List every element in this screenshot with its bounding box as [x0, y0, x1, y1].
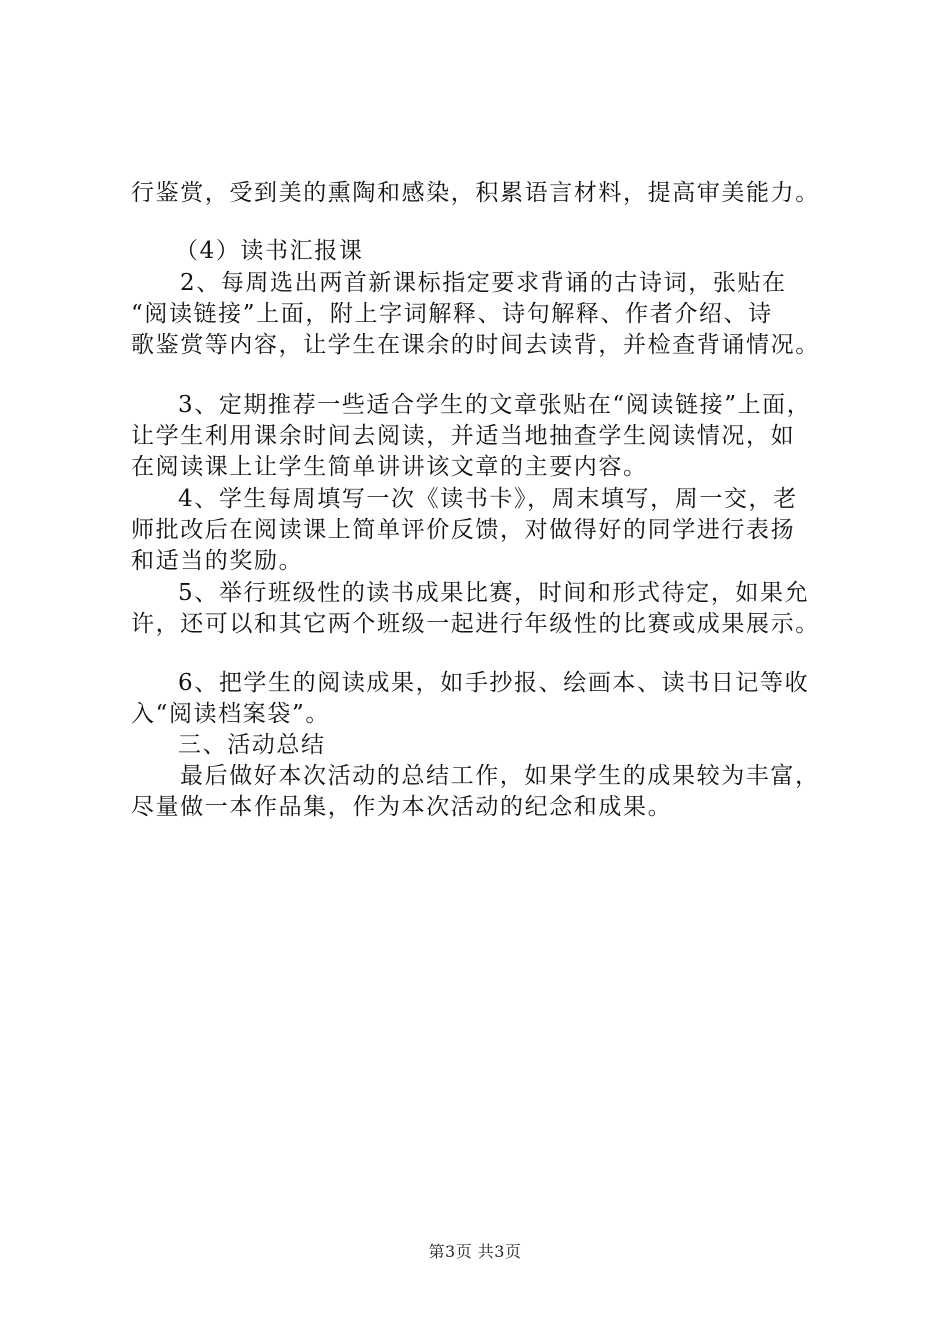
section-heading-summary: 三、活动总结	[178, 732, 326, 758]
paragraph-line: 3、定期推荐一些适合学生的文章张贴在“阅读链接”上面，	[178, 392, 812, 418]
paragraph-line: 2、每周选出两首新课标指定要求背诵的古诗词，张贴在	[180, 270, 787, 296]
paragraph-line: 入“阅读档案袋”。	[131, 701, 330, 727]
paragraph-line: 许，还可以和其它两个班级一起进行年级性的比赛或成果展示。	[131, 611, 820, 637]
page-number-footer: 第3页 共3页	[428, 1242, 522, 1261]
paragraph-line: 歌鉴赏等内容，让学生在课余的时间去读背，并检查背诵情况。	[131, 332, 820, 358]
paragraph-line: 和适当的奖励。	[131, 548, 304, 574]
paragraph-line: 让学生利用课余时间去阅读，并适当地抽查学生阅读情况，如	[131, 423, 796, 449]
paragraph-line: 6、把学生的阅读成果，如手抄报、绘画本、读书日记等收	[178, 670, 810, 696]
paragraph-line: 在阅读课上让学生简单讲讲该文章的主要内容。	[131, 454, 648, 480]
paragraph-line: “阅读链接”上面，附上字词解释、诗句解释、作者介绍、诗	[131, 301, 773, 327]
paragraph-line: 师批改后在阅读课上简单评价反馈，对做得好的同学进行表扬	[131, 517, 796, 543]
section-heading-reading-report: （4）读书汇报课	[175, 238, 364, 264]
paragraph-line: 最后做好本次活动的总结工作，如果学生的成果较为丰富，	[180, 763, 820, 789]
paragraph-line: 4、学生每周填写一次《读书卡》，周末填写，周一交，老	[178, 486, 798, 512]
paragraph-line: 尽量做一本作品集，作为本次活动的纪念和成果。	[131, 794, 673, 820]
paragraph-line: 行鉴赏，受到美的熏陶和感染，积累语言材料，提高审美能力。	[131, 180, 820, 206]
paragraph-line: 5、举行班级性的读书成果比赛，时间和形式待定，如果允	[178, 580, 810, 606]
